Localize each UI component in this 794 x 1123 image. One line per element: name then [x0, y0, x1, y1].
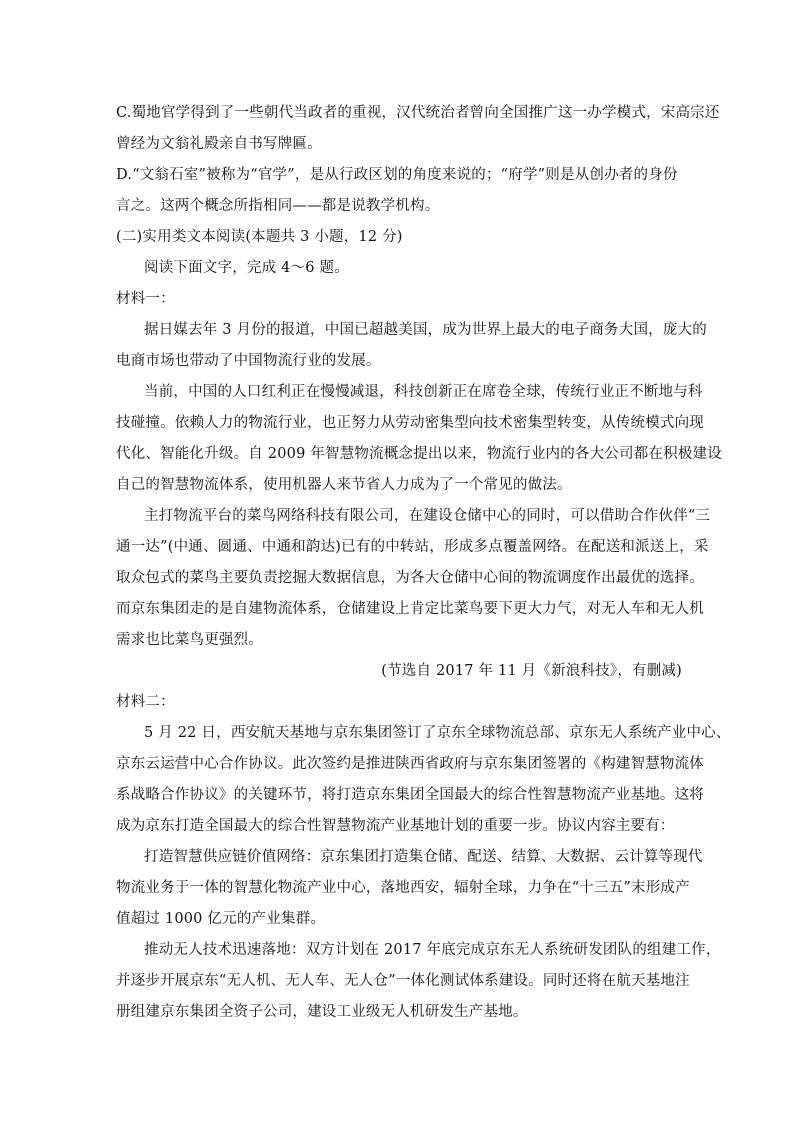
option-c-line-1: C.蜀地官学得到了一些朝代当政者的重视，汉代统治者曾向全国推广这一办学模式，宋高宗还 [116, 105, 720, 121]
option-c-line-2: 曾经为文翁礼殿亲自书写牌匾。 [116, 136, 322, 152]
paragraph-line: 成为京东打造全国最大的综合性智慧物流产业基地计划的重要一步。协议内容主要有： [116, 818, 675, 834]
paragraph-line: 系战略合作协议》的关键环节，将打造京东集团全国最大的综合性智慧物流产业基地。这将 [116, 787, 704, 803]
paragraph-line: 自己的智慧物流体系，使用机器人来节省人力成为了一个常见的做法。 [116, 477, 572, 493]
paragraph-line: 代化、智能化升级。自 2009 年智慧物流概念提出以来，物流行业内的各大公司都在积极建设 [116, 446, 722, 462]
paragraph-line: 据日媒去年 3 月份的报道，中国已超越美国，成为世界上最大的电子商务大国，庞大的 [144, 322, 707, 338]
material-one-label: 材料一： [116, 291, 175, 307]
paragraph-line: 电商市场也带动了中国物流行业的发展。 [116, 353, 381, 369]
paragraph-line: 通一达”(中通、圆通、中通和韵达)已有的中转站，形成多点覆盖网络。在配送和派送上，采 [116, 539, 709, 555]
paragraph-line: 技碰撞。依赖人力的物流行业，也正努力从劳动密集型向技术密集型转变，从传统模式向现 [116, 415, 704, 431]
paragraph-line: 册组建京东集团全资子公司，建设工业级无人机研发生产基地。 [116, 1004, 528, 1020]
paragraph-line: 需求也比菜鸟更强烈。 [116, 632, 263, 648]
source-citation: (节选自 2017 年 11 月《新浪科技》，有删减) [381, 663, 682, 679]
section-heading: (二)实用类文本阅读(本题共 3 小题，12 分) [116, 229, 403, 245]
instruction: 阅读下面文字，完成 4～6 题。 [144, 260, 349, 276]
paragraph-line: 值超过 1000 亿元的产业集群。 [116, 911, 326, 927]
option-d-line-1: D.“文翁石室”被称为“官学”，是从行政区划的角度来说的；“府学”则是从创办者的身份 [116, 167, 678, 183]
paragraph-line: 物流业务于一体的智慧化物流产业中心，落地西安，辐射全球，力争在“十三五”末形成产 [116, 880, 690, 896]
paragraph-line: 推动无人技术迅速落地：双方计划在 2017 年底完成京东无人系统研发团队的组建工作， [144, 942, 721, 958]
paragraph-line: 5 月 22 日，西安航天基地与京东集团签订了京东全球物流总部、京东无人系统产业中心、 [144, 725, 731, 741]
paragraph-line: 京东云运营中心合作协议。此次签约是推进陕西省政府与京东集团签署的《构建智慧物流体 [116, 756, 704, 772]
paragraph-line: 取众包式的菜鸟主要负责挖掘大数据信息，为各大仓储中心间的物流调度作出最优的选择。 [116, 570, 704, 586]
option-d-line-2: 言之。这两个概念所指相同——都是说教学机构。 [116, 198, 440, 214]
paragraph-line: 打造智慧供应链价值网络：京东集团打造集仓储、配送、结算、大数据、云计算等现代 [144, 849, 703, 865]
paragraph-line: 并逐步开展京东“无人机、无人车、无人仓”一体化测试体系建设。同时还将在航天基地注 [116, 973, 690, 989]
material-two-label: 材料二： [116, 694, 175, 710]
paragraph-line: 当前，中国的人口红利正在慢慢减退，科技创新正在席卷全球，传统行业正不断地与科 [144, 384, 703, 400]
paragraph-line: 而京东集团走的是自建物流体系，仓储建设上肯定比菜鸟要下更大力气，对无人车和无人机 [116, 601, 704, 617]
paragraph-line: 主打物流平台的菜鸟网络科技有限公司，在建设仓储中心的同时，可以借助合作伙伴“三 [144, 508, 711, 524]
